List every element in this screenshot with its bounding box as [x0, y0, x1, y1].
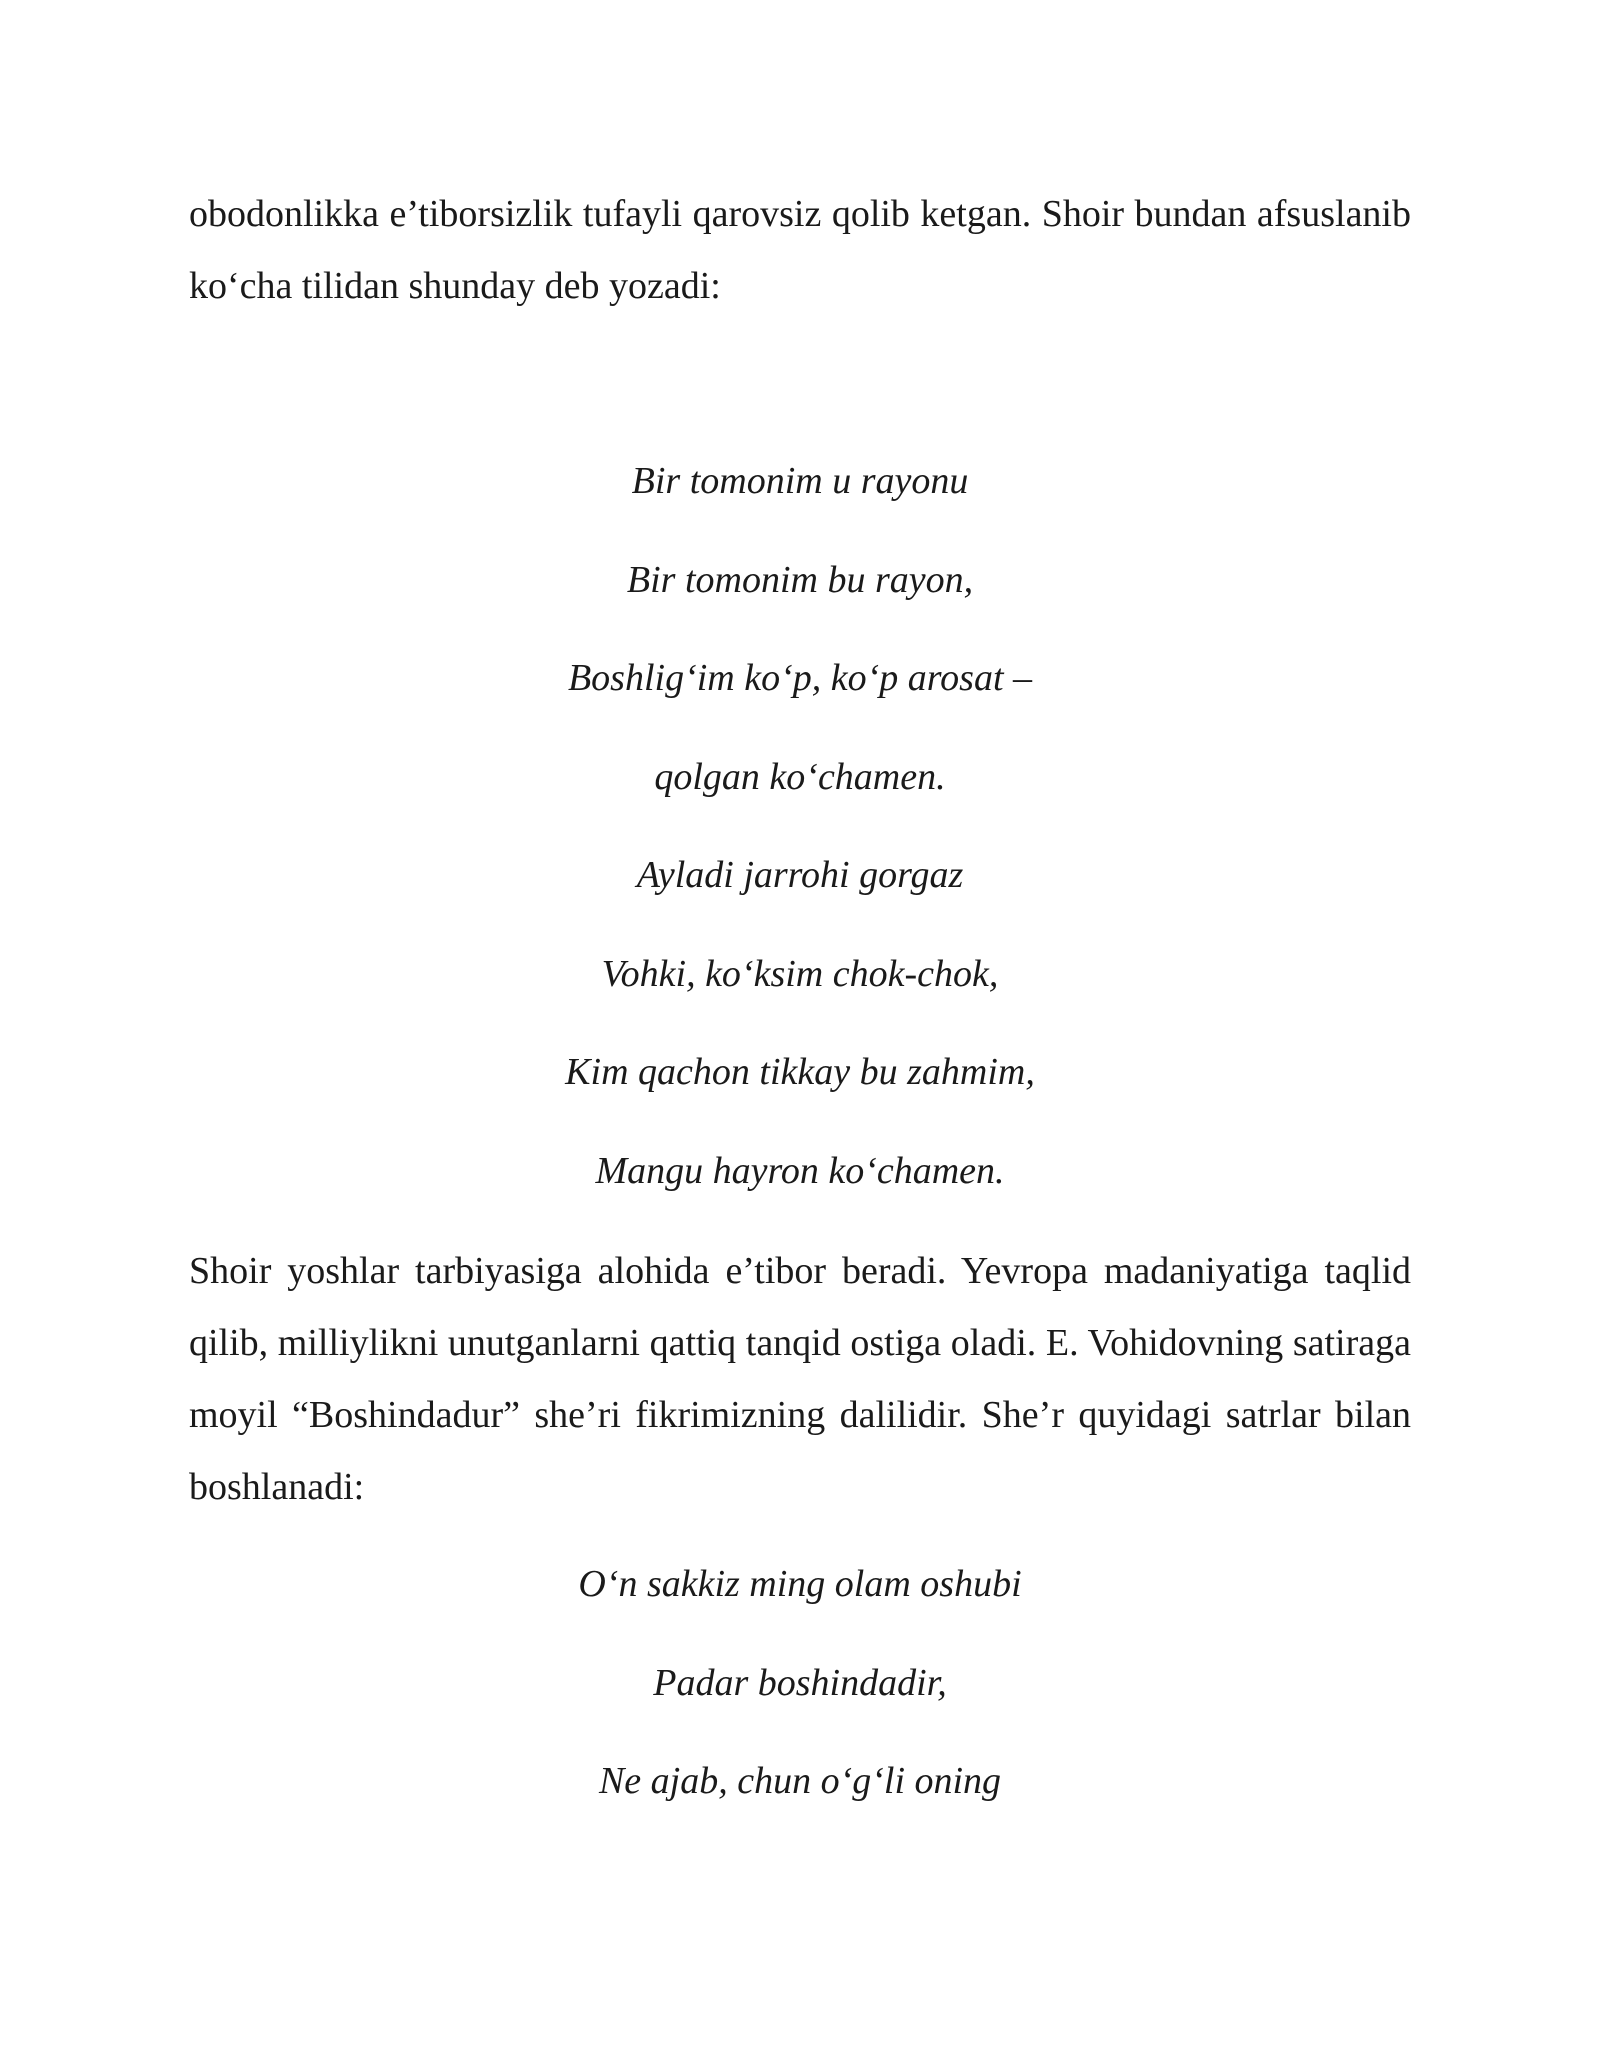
poem-line: Mangu hayron ko‘chamen.: [595, 1149, 1005, 1192]
poem-line: Bir tomonim bu rayon,: [626, 558, 974, 601]
poem-stanza-1: [189, 432, 1411, 1220]
poem-line: Ayladi jarrohi gorgaz: [636, 854, 964, 896]
poem-line: qolgan ko‘chamen.: [654, 755, 946, 798]
poem-line: Kim qachon tikkay bu zahmim,: [565, 1051, 1035, 1093]
poem-stanza-2: [189, 1535, 1411, 1831]
paragraph-commentary: Shoir yoshlar tarbiyasiga alohida e’tibor beradi. Yevropa madaniyatiga taqlid qilib, milliylikni unutganlarni qattiq tanqid ostiga oladi. E. Vohidovning satiraga moyil “Boshindadur” she’ri fikrimizning dalilidir. She’r quyidagi satrlar bilan boshlanadi:: [189, 1250, 1411, 1508]
poem-line: Ne ajab, chun o‘g‘li oning: [598, 1760, 1002, 1802]
paragraph-intro: obodonlikka e’tiborsizlik tufayli qarovsiz qolib ketgan. Shoir bundan afsuslanib ko‘cha tilidan shunday deb yozadi:: [189, 193, 1411, 307]
poem-line: Bir tomonim u rayonu: [631, 460, 969, 502]
poem-line: O‘n sakkiz ming olam oshubi: [578, 1563, 1022, 1605]
poem-line: Boshlig‘im ko‘p, ko‘p arosat –: [567, 657, 1033, 699]
poem-line: Padar boshindadir,: [653, 1661, 947, 1704]
poem-line: Vohki, ko‘ksim chok-chok,: [601, 952, 999, 995]
